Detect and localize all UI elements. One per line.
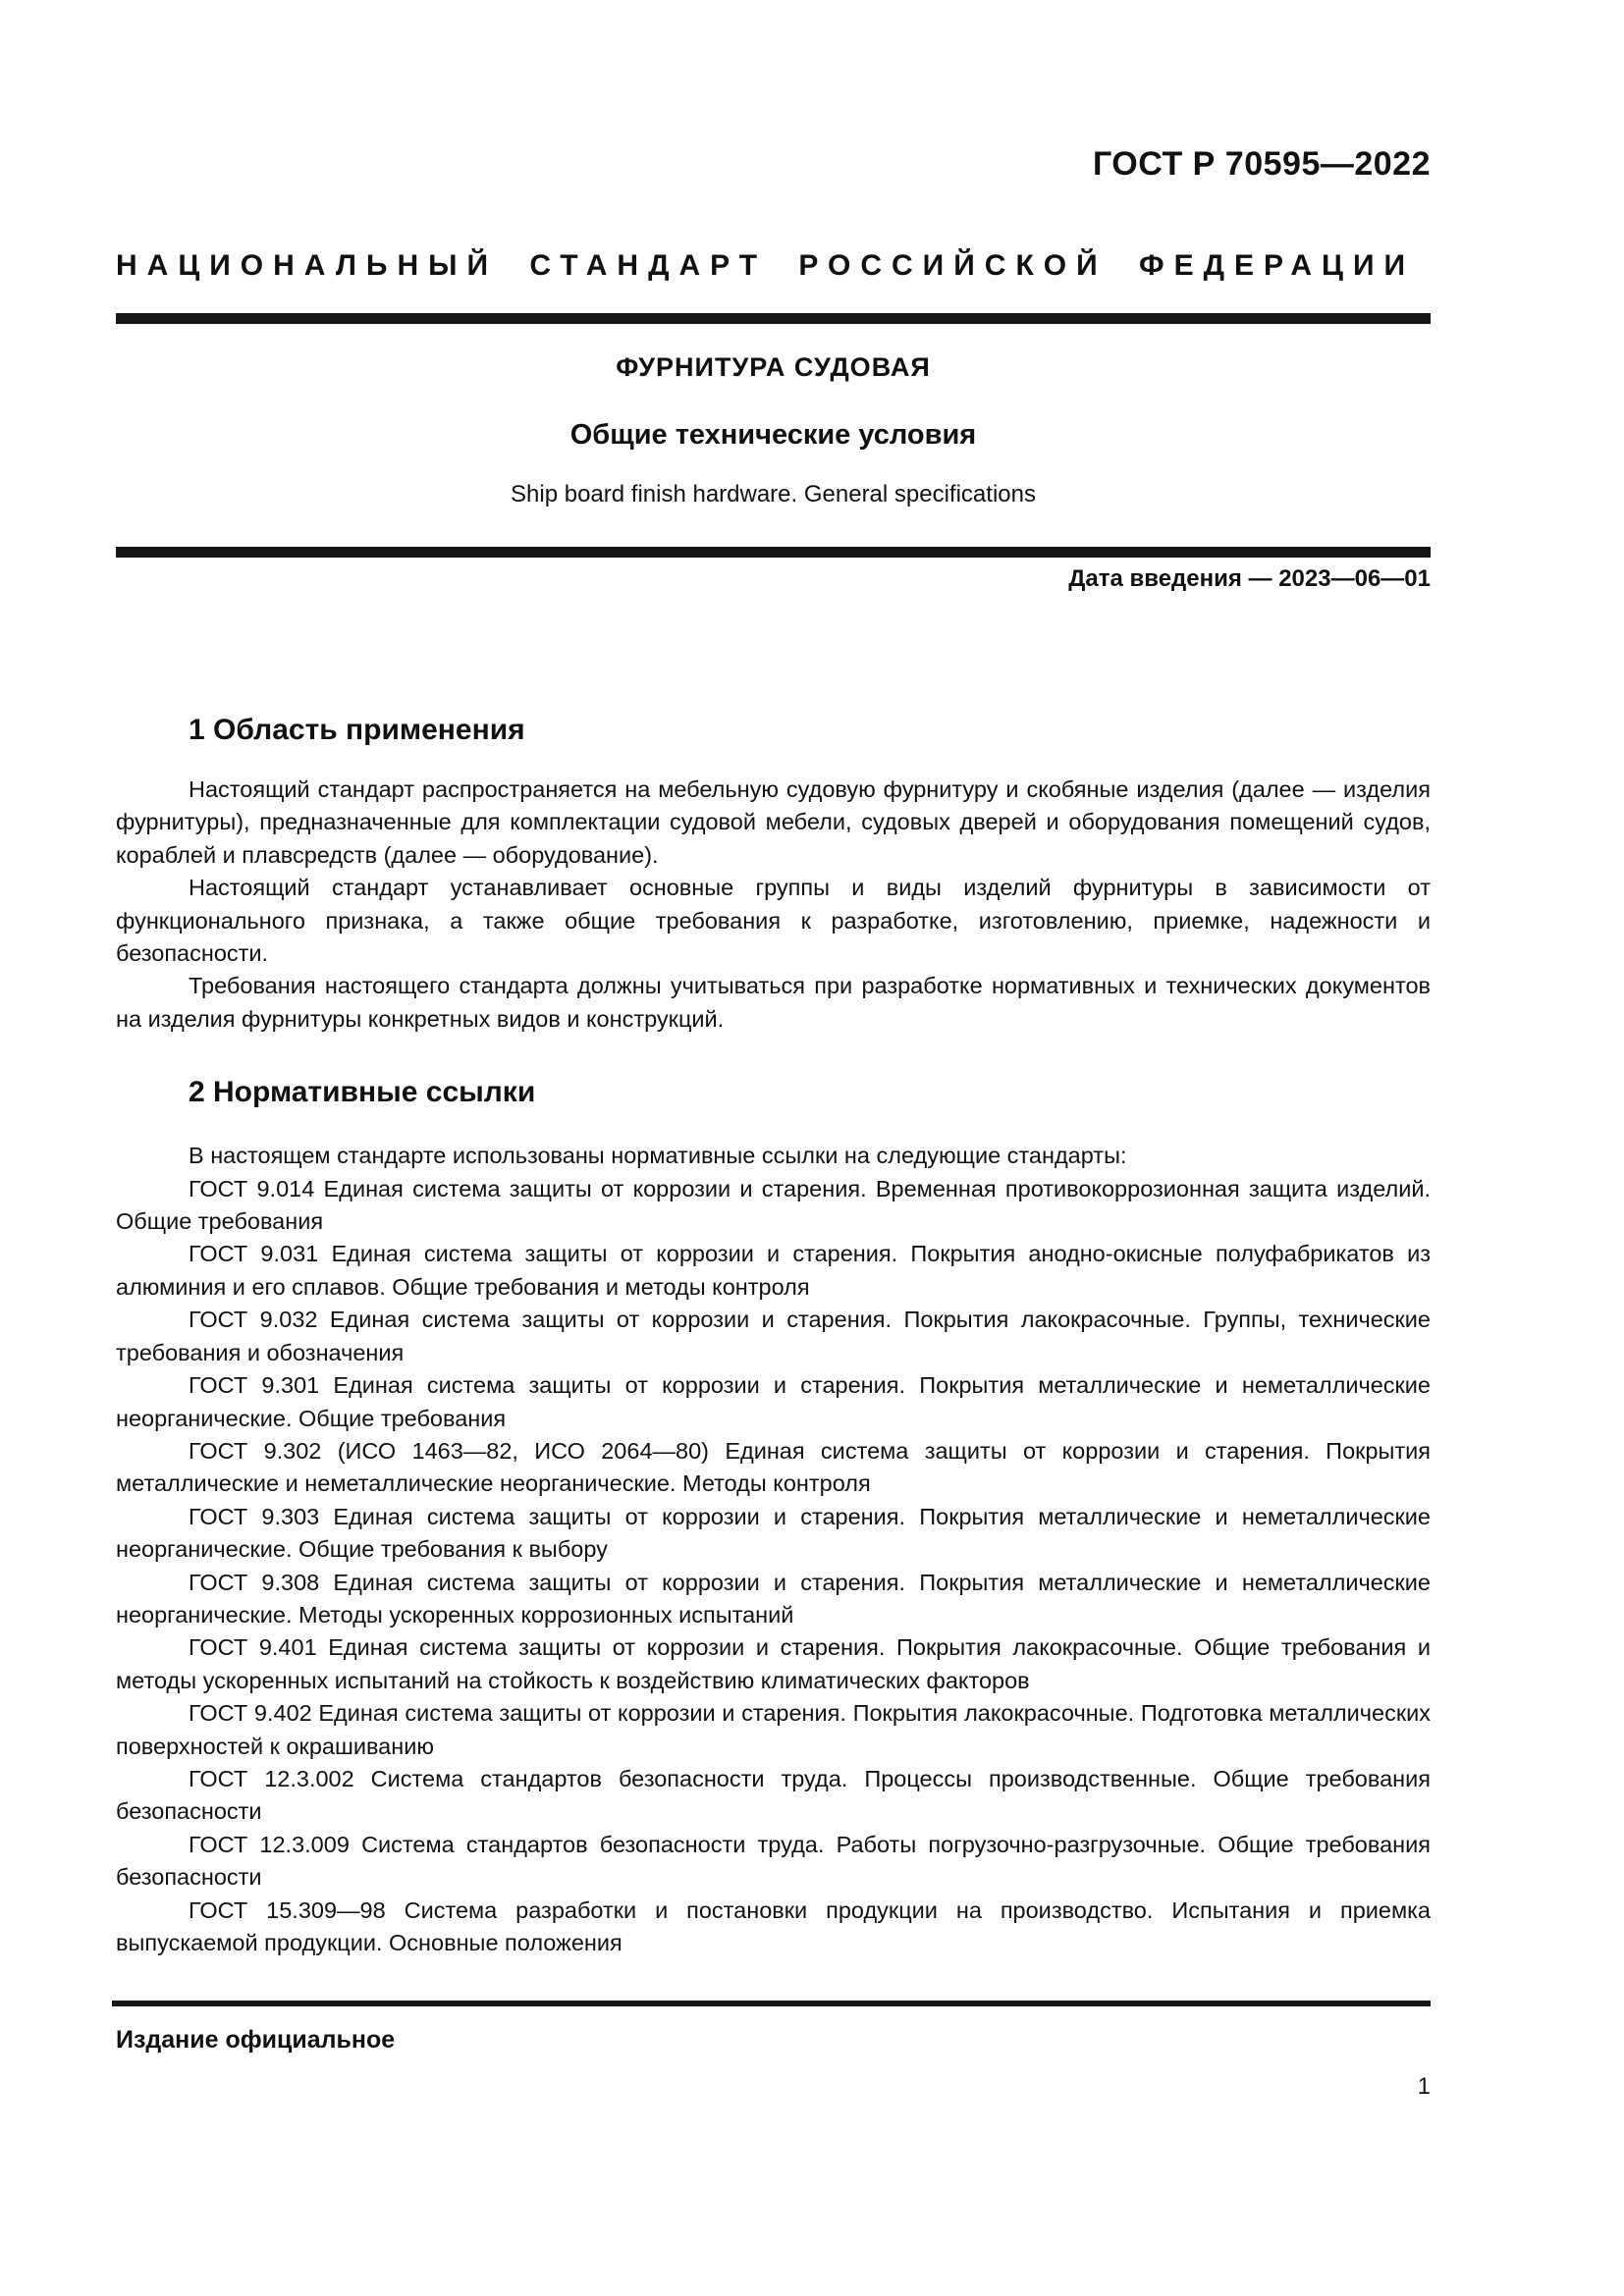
normative-reference: ГОСТ 9.402 Единая система защиты от коррозии и старения. Покрытия лакокрасочные. Подготовка металлических поверхностей к окрашиванию bbox=[116, 1700, 1431, 1759]
section-1-heading: 1 Область применения bbox=[189, 714, 525, 746]
document-title: ФУРНИТУРА СУДОВАЯ bbox=[616, 352, 931, 382]
national-standard-banner: НАЦИОНАЛЬНЫЙ СТАНДАРТ РОССИЙСКОЙ ФЕДЕРАЦИИ bbox=[116, 249, 1416, 282]
normative-reference: ГОСТ 12.3.009 Система стандартов безопасности труда. Работы погрузочно-разгрузочные. Общие требования безопасности bbox=[116, 1831, 1431, 1891]
normative-reference: ГОСТ 12.3.002 Система стандартов безопасности труда. Процессы производственные. Общие требования безопасности bbox=[116, 1765, 1431, 1825]
header-rule-bottom bbox=[116, 547, 1431, 558]
section-1-paragraph: Настоящий стандарт устанавливает основные группы и виды изделий фурнитуры в зависимости от функционального признака, а также общие требования к разработке, изготовлению, приемке, надежности и безопасности. bbox=[116, 875, 1431, 967]
footer-rule bbox=[112, 2001, 1431, 2006]
section-2-intro: В настоящем стандарте использованы нормативные ссылки на следующие стандарты: bbox=[189, 1143, 1127, 1169]
normative-reference: ГОСТ 9.301 Единая система защиты от коррозии и старения. Покрытия металлические и неметаллические неорганические. Общие требования bbox=[116, 1372, 1431, 1431]
document-title-english: Ship board finish hardware. General specifications bbox=[511, 481, 1036, 507]
document-body bbox=[116, 713, 1431, 1959]
introduction-date: Дата введения — 2023—06—01 bbox=[1068, 565, 1431, 592]
page-number: 1 bbox=[1417, 2073, 1431, 2100]
edition-note: Издание официальное bbox=[116, 2026, 396, 2054]
document-subtitle: Общие технические условия bbox=[569, 419, 977, 451]
normative-reference: ГОСТ 9.308 Единая система защиты от коррозии и старения. Покрытия металлические и неметаллические неорганические. Методы ускоренных коррозионных испытаний bbox=[116, 1569, 1431, 1628]
normative-reference: ГОСТ 9.401 Единая система защиты от коррозии и старения. Покрытия лакокрасочные. Общие требования и методы ускоренных испытаний на стойкость к воздействию климатических факторов bbox=[116, 1634, 1431, 1693]
section-1-paragraph: Требования настоящего стандарта должны учитываться при разработке нормативных и технических документов на изделия фурнитуры конкретных видов и конструкций. bbox=[116, 973, 1431, 1032]
normative-reference: ГОСТ 9.303 Единая система защиты от коррозии и старения. Покрытия металлические и неметаллические неорганические. Общие требования к выбору bbox=[116, 1503, 1431, 1563]
header-rule-top bbox=[116, 313, 1431, 324]
normative-reference: ГОСТ 15.309—98 Система разработки и постановки продукции на производство. Испытания и приемка выпускаемой продукции. Основные положения bbox=[116, 1896, 1431, 1955]
normative-reference: ГОСТ 9.014 Единая система защиты от коррозии и старения. Временная противокоррозионная защита изделий. Общие требования bbox=[116, 1175, 1431, 1235]
standard-code: ГОСТ Р 70595—2022 bbox=[1092, 145, 1431, 183]
section-1-paragraph: Настоящий стандарт распространяется на мебельную судовую фурнитуру и скобяные изделия (далее — изделия фурнитуры), предназначенные для комплектации судовой мебели, судовых дверей и оборудования помещений судов, кораблей и плавсредств (далее — оборудование). bbox=[116, 776, 1431, 868]
normative-reference: ГОСТ 9.302 (ИСО 1463—82, ИСО 2064—80) Единая система защиты от коррозии и старения. Покрытия металлические и неметаллические неорганические. Методы контроля bbox=[116, 1437, 1431, 1497]
normative-reference: ГОСТ 9.032 Единая система защиты от коррозии и старения. Покрытия лакокрасочные. Группы, технические требования и обозначения bbox=[116, 1307, 1431, 1365]
normative-reference: ГОСТ 9.031 Единая система защиты от коррозии и старения. Покрытия анодно-окисные полуфабрикатов из алюминия и его сплавов. Общие требования и методы контроля bbox=[116, 1241, 1431, 1300]
section-2-heading: 2 Нормативные ссылки bbox=[189, 1076, 536, 1109]
